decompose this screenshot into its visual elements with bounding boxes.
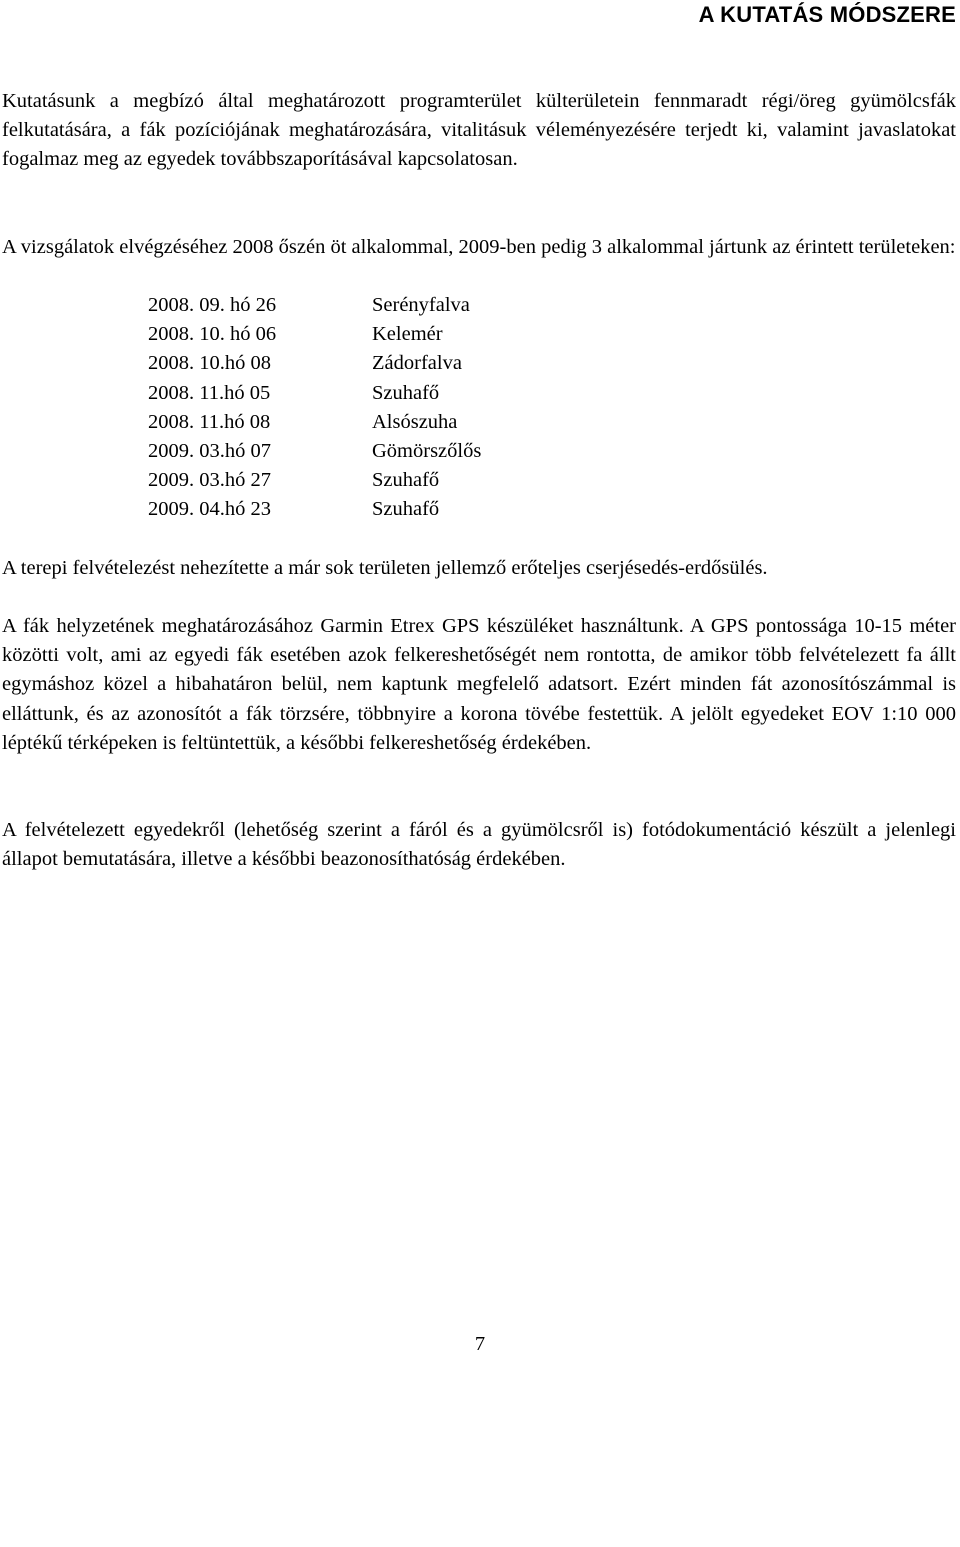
visit-place: Zádorfalva bbox=[372, 352, 462, 375]
page-number: 7 bbox=[474, 1333, 486, 1355]
visit-row bbox=[148, 349, 481, 378]
visit-row bbox=[148, 466, 481, 495]
intro-paragraph: Kutatásunk a megbízó által meghatározott programterület külterületein fennmaradt régi/öreg gyümölcsfák felkutatására, a fák pozíciójának meghatározására, vitalitásuk véleményezésére terjedt ki, valamint javaslatokat fogalmaz meg az egyedek továbbszaporításával kapcsolatosan. bbox=[2, 90, 956, 171]
visit-row bbox=[148, 437, 481, 466]
visit-row bbox=[148, 408, 481, 437]
gps-paragraph: A fák helyzetének meghatározásához Garmin Etrex GPS készüléket használtunk. A GPS pontossága 10-15 méter közötti volt, ami az egyedi fák esetében azok felkereshetőségét nem rontotta, de amikor több felvételezett fa állt egymáshoz közel a hibahatáron belül, nem kaptunk megfelelő adatsort. Ezért minden fát azonosítószámmal is elláttunk, és az azonosítót a fák törzsére, többnyire a korona tövébe festettük. A jelölt egyedeket EOV 1:10 000 léptékű térképeken is feltüntettük, a későbbi felkereshetőség érdekében. bbox=[2, 615, 956, 754]
visit-place: Gömörszőlős bbox=[372, 440, 482, 463]
photo-paragraph: A felvételezett egyedekről (lehetőség szerint a fáról és a gyümölcsről is) fotódokumentáció készült a jelenlegi állapot bemutatására, illetve a későbbi beazonosíthatóság érdekében. bbox=[2, 819, 956, 871]
visit-place: Szuhafő bbox=[372, 381, 440, 404]
visit-place: Alsószuha bbox=[372, 410, 458, 433]
visit-date: 2008. 10. hó 06 bbox=[148, 323, 277, 346]
visit-place: Szuhafő bbox=[372, 498, 440, 521]
visit-row bbox=[148, 379, 481, 408]
visit-place: Szuhafő bbox=[372, 469, 440, 492]
visit-place: Serényfalva bbox=[372, 294, 470, 316]
section-heading: A KUTATÁS MÓDSZERE bbox=[698, 2, 956, 27]
visit-row bbox=[148, 320, 481, 349]
visit-row bbox=[148, 291, 481, 320]
visit-row bbox=[148, 495, 481, 524]
visit-date: 2008. 09. hó 26 bbox=[148, 294, 277, 316]
visit-date: 2009. 03.hó 07 bbox=[148, 440, 271, 463]
visit-date: 2008. 11.hó 08 bbox=[148, 410, 271, 433]
visit-date: 2008. 11.hó 05 bbox=[148, 381, 271, 404]
visits-intro-paragraph: A vizsgálatok elvégzéséhez 2008 őszén öt alkalommal, 2009-ben pedig 3 alkalommal jártunk az érintett területeken: bbox=[2, 236, 956, 258]
visit-date: 2009. 03.hó 27 bbox=[148, 469, 271, 492]
visit-place: Kelemér bbox=[372, 323, 443, 346]
visit-date: 2008. 10.hó 08 bbox=[148, 352, 271, 375]
visit-date: 2009. 04.hó 23 bbox=[148, 498, 271, 521]
terrain-paragraph: A terepi felvételezést nehezítette a már sok területen jellemző erőteljes cserjésedés-erdősülés. bbox=[2, 557, 768, 579]
visit-list bbox=[148, 291, 481, 525]
